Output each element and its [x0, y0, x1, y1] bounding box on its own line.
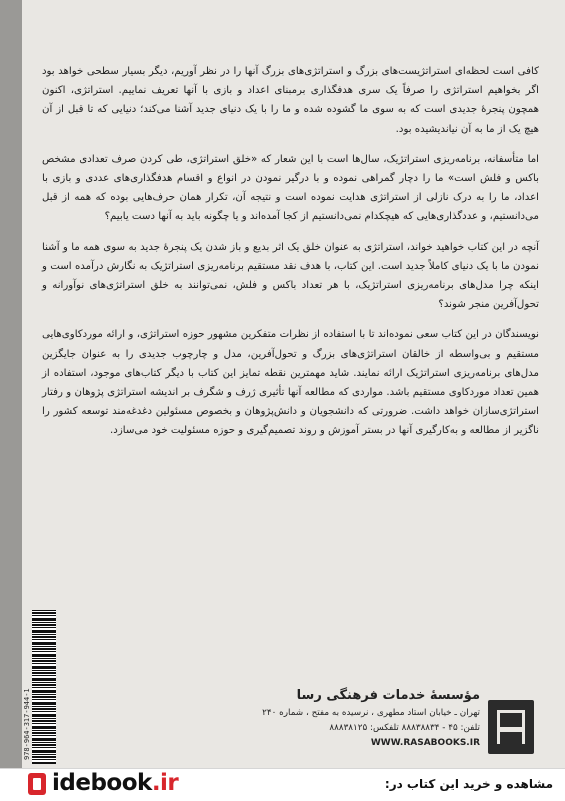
- publisher-website: WWW.RASABOOKS.IR: [370, 738, 480, 748]
- paragraph-4: نویسندگان در این کتاب سعی نموده‌اند تا با استفاده از نظرات متفکرین مشهور حوزه استراتژی، و ارائه موردکاوی‌هایی مستقیم و بی‌واسطه از خالقان استراتژی‌های بزرگ و تحول‌آفرین، مدل و چارچوب جدیدی را به عنوان جایگزین مدل‌های برنامه‌ریزی استراتژیک ارائه نمایند. شاید مهمترین نقطه تمایز این کتاب با دیگر کتاب‌های موجود، استفاده از همین تعداد موردکاوی مستقیم باشد. مواردی که مطالعه آنها تأثیری ژرف و شگرف بر اندیشه استراتژی پژوهان و رفتار استراتژی‌سازان خواهد داشت. ضرورتی که دانشجویان و دانش‌پژوهان و بخصوص مسئولین دغدغه‌مند توسعه کشور را ناگزیر از مطالعه و به‌کارگیری آنها در بستر آموزش و روند تصمیم‌گیری و حوزه مسئولیت خود می‌سازد.: [42, 329, 539, 437]
- store-cta-text: مشاهده و خرید این کتاب در:: [384, 777, 553, 791]
- paragraph-2: اما متأسفانه، برنامه‌ریزی استراتژیک، سال‌ها است با این شعار که «خلق استراتژی، طی کردن صرف تعدادی مشخص باکس و فلش است» ما را دچار گمراهی نموده و با درگیر نمودن در انواع و اقسام هدفگذاری‌های عددی و بازی با اعداد، ما را به درک نازلی از استراتژی هدایت نموده است و نتیجه آن، تکرار همان حرف‌هایی بوده که همه از قبل می‌دانستیم، و عددگذاری‌هایی که هیچکدام نمی‌دانستیم از کجا آمده‌اند و یا چگونه باید به آنها دست یابیم؟: [42, 153, 539, 223]
- publisher-name: مؤسسهٔ خدمات فرهنگی رسا: [296, 688, 480, 703]
- barcode: [32, 610, 56, 764]
- paragraph-1: کافی است لحظه‌ای استراتژیست‌های بزرگ و استراتژی‌های بزرگ آنها را در نظر آوریم، دیگر بسیار سطحی خواهد بود اگر بخواهیم استراتژی را صرفاً یک سری هدفگذاری برمبنای اعداد و بازی با آنها تعریف نماییم. استراتژی، اکنون همچون پنجرهٔ جدیدی است که به سوی ما گشوده شده و ما را با یک دنیای جدید آشنا می‌کند؛ دنیایی که تا قبل از آن هیچ یک از ما به آن نیاندیشیده بود.: [42, 66, 539, 135]
- paragraph-3: آنچه در این کتاب خواهید خواند، استراتژی به عنوان خلق یک اثر بدیع و باز شدن یک پنجرهٔ جدید به سوی همه ما و آشنا نمودن ما با یک دنیای کاملاً جدید است. این کتاب، با هدف نقد مستقیم برنامه‌ریزی استراتژیک به نگارش درآمده است و اینکه چرا مدل‌های برنامه‌ریزی استراتژیک، با هر تعداد باکس و فلش، نمی‌توانند به خلق استراتژی‌های نوآورانه و تحول‌آفرین منجر شوند؟: [42, 241, 539, 311]
- store-brand-link[interactable]: [52, 770, 178, 796]
- book-spine: [0, 0, 22, 800]
- back-cover-text: [42, 62, 539, 452]
- publisher-block: [150, 688, 480, 748]
- publisher-address: تهران ـ خیابان استاد مطهری ، نرسیده به مفتح ، شماره ۲۴۰: [262, 708, 480, 718]
- book-icon: [28, 773, 46, 795]
- isbn-number: 978-964-317-944-1: [23, 688, 31, 760]
- publisher-phones: تلفن: ۴۵ - ۸۸۸۳۸۸۳۴ تلفکس: ۸۸۸۳۸۱۲۵: [329, 723, 480, 733]
- brand-main: idebook: [52, 770, 152, 796]
- brand-ext: .ir: [151, 770, 179, 796]
- publisher-logo-icon: [488, 700, 534, 754]
- logo-bar: [497, 727, 525, 732]
